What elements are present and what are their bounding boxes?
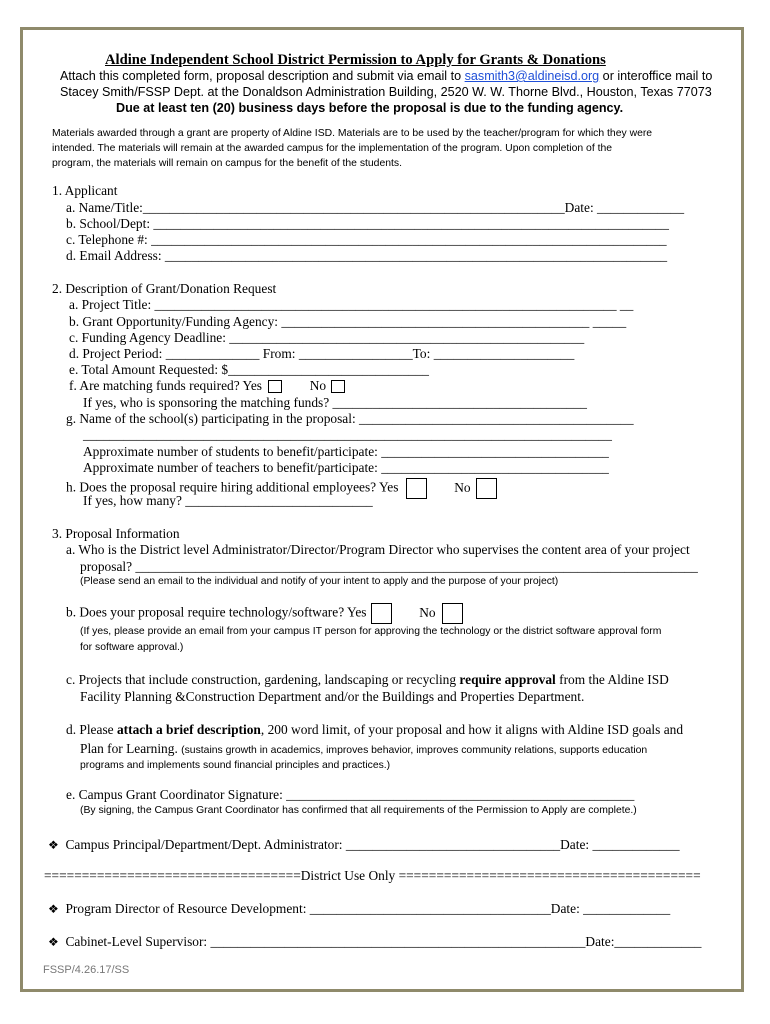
form-code: FSSP/4.26.17/SS xyxy=(43,964,130,976)
notice-line: Materials awarded through a grant are property of Aldine ISD. Materials are to be used by the teacher/program for which they were xyxy=(52,128,653,139)
funding-agency-field[interactable]: b. Grant Opportunity/Funding Agency: ______________________________________________ _____ xyxy=(69,314,627,329)
administrator-field[interactable]: proposal? ____________________________________________________________________________________ xyxy=(80,559,698,574)
construction-text: c. Projects that include construction, gardening, landscaping or recycling xyxy=(66,672,460,687)
teachers-count-field[interactable]: Approximate number of teachers to benefit/participate: __________________________________ xyxy=(83,460,609,475)
diamond-bullet-icon: ❖ xyxy=(48,935,59,949)
technology-note: (If yes, please provide an email from your campus IT person for approving the technology or the district software approval form xyxy=(80,626,662,637)
description-text-post: , 200 word limit, of your proposal and how it aligns with Aldine ISD goals and xyxy=(260,722,684,737)
plan-text: Plan for Learning. xyxy=(80,741,182,756)
description-bold: attach a brief description xyxy=(116,722,261,737)
attach-text-post: or interoffice mail to xyxy=(599,69,713,83)
mailing-address: Stacey Smith/FSSP Dept. at the Donaldson Administration Building, 2520 W. W. Thorne Blvd., Houston, Texas 77073 xyxy=(60,85,712,99)
principal-signature-field[interactable] xyxy=(48,837,680,853)
construction-note xyxy=(66,672,669,688)
name-title-field[interactable]: a. Name/Title:_______________________________________________________________Date: _____________ xyxy=(66,200,685,215)
project-title-field[interactable]: a. Project Title: _____________________________________________________________________ __ xyxy=(69,297,634,312)
description-instructions xyxy=(66,722,683,738)
plan-note: (sustains growth in academics, improves behavior, improves community relations, supports education xyxy=(181,745,648,756)
section-applicant-heading: 1. Applicant xyxy=(52,183,118,198)
attach-instructions xyxy=(60,69,712,83)
technology-question xyxy=(66,603,463,624)
cabinet-label: Cabinet-Level Supervisor: ________________________________________________________Date:_____________ xyxy=(65,934,702,949)
construction-bold: require approval xyxy=(459,672,556,687)
hiring-yes-checkbox[interactable] xyxy=(406,478,427,499)
technology-no-checkbox[interactable] xyxy=(442,603,463,624)
matching-sponsor-field[interactable]: If yes, who is sponsoring the matching funds? ______________________________________ xyxy=(83,395,587,410)
attach-text: Attach this completed form, proposal description and submit via email to xyxy=(60,69,465,83)
schools-participating-line[interactable]: _______________________________________________________________________________ xyxy=(83,427,612,442)
description-text: d. Please xyxy=(66,722,117,737)
administrator-note: (Please send an email to the individual and notify of your intent to apply and the purpose of your project) xyxy=(80,576,559,587)
program-director-label: Program Director of Resource Development: ____________________________________Date: _____________ xyxy=(65,901,671,916)
due-notice: Due at least ten (20) business days before the proposal is due to the funding agency. xyxy=(116,101,624,115)
matching-yes-checkbox[interactable] xyxy=(268,380,282,393)
hiring-no-checkbox[interactable] xyxy=(476,478,497,499)
technology-note: for software approval.) xyxy=(80,642,184,653)
matching-funds-question xyxy=(69,378,345,394)
principal-label: Campus Principal/Department/Dept. Administrator: ________________________________Date: _____________ xyxy=(65,837,680,852)
diamond-bullet-icon: ❖ xyxy=(48,838,59,852)
matching-no-checkbox[interactable] xyxy=(331,380,345,393)
administrator-question: a. Who is the District level Administrator/Director/Program Director who supervises the content area of your project xyxy=(66,542,690,557)
email-link[interactable]: sasmith3@aldineisd.org xyxy=(464,69,600,83)
students-count-field[interactable]: Approximate number of students to benefit/participate: __________________________________ xyxy=(83,444,609,459)
employees-count-field[interactable]: If yes, how many? ____________________________ xyxy=(83,493,373,508)
technology-label: b. Does your proposal require technology/software? Yes xyxy=(66,604,367,620)
no-label: No xyxy=(309,378,327,393)
cabinet-signature-field[interactable] xyxy=(48,934,701,950)
form-title: Aldine Independent School District Permission to Apply for Grants & Donations xyxy=(105,52,606,68)
plan-for-learning-line xyxy=(80,741,647,757)
schools-participating-field[interactable]: g. Name of the school(s) participating in the proposal: _________________________________________ xyxy=(66,411,634,426)
email-field[interactable]: d. Email Address: ___________________________________________________________________________ xyxy=(66,248,668,263)
section-description-heading: 2. Description of Grant/Donation Request xyxy=(52,281,277,296)
telephone-field[interactable]: c. Telephone #: _____________________________________________________________________________ xyxy=(66,232,667,247)
section-proposal-heading: 3. Proposal Information xyxy=(52,526,180,541)
deadline-field[interactable]: c. Funding Agency Deadline: _____________________________________________________ xyxy=(69,330,585,345)
matching-funds-label: f. Are matching funds required? Yes xyxy=(69,378,263,393)
no-label: No xyxy=(454,479,471,495)
project-period-field[interactable]: d. Project Period: ______________ From: _________________To: _____________________ xyxy=(69,346,575,361)
hiring-label: h. Does the proposal require hiring additional employees? Yes xyxy=(66,479,399,495)
amount-requested-field[interactable]: e. Total Amount Requested: $______________________________ xyxy=(69,362,429,377)
school-dept-field[interactable]: b. School/Dept: _____________________________________________________________________________ xyxy=(66,216,669,231)
construction-note-line2: Facility Planning &Construction Department and/or the Buildings and Properties Department. xyxy=(80,689,585,704)
coordinator-signature-field[interactable]: e. Campus Grant Coordinator Signature: ____________________________________________________ xyxy=(66,787,635,802)
district-use-divider: ==================================District Use Only ======================================== xyxy=(44,868,701,883)
no-label: No xyxy=(419,604,436,620)
notice-line: program, the materials will remain on campus for the benefit of the students. xyxy=(52,158,402,169)
program-director-signature-field[interactable] xyxy=(48,901,670,917)
coordinator-note: (By signing, the Campus Grant Coordinator has confirmed that all requirements of the Permission to Apply are complete.) xyxy=(80,805,637,816)
notice-line: intended. The materials will remain at the awarded campus for the implementation of the program. Upon completion of the xyxy=(52,143,613,154)
diamond-bullet-icon: ❖ xyxy=(48,902,59,916)
technology-yes-checkbox[interactable] xyxy=(371,603,392,624)
construction-text-post: from the Aldine ISD xyxy=(555,672,669,687)
plan-note-line2: programs and implements sound financial principles and practices.) xyxy=(80,760,391,771)
